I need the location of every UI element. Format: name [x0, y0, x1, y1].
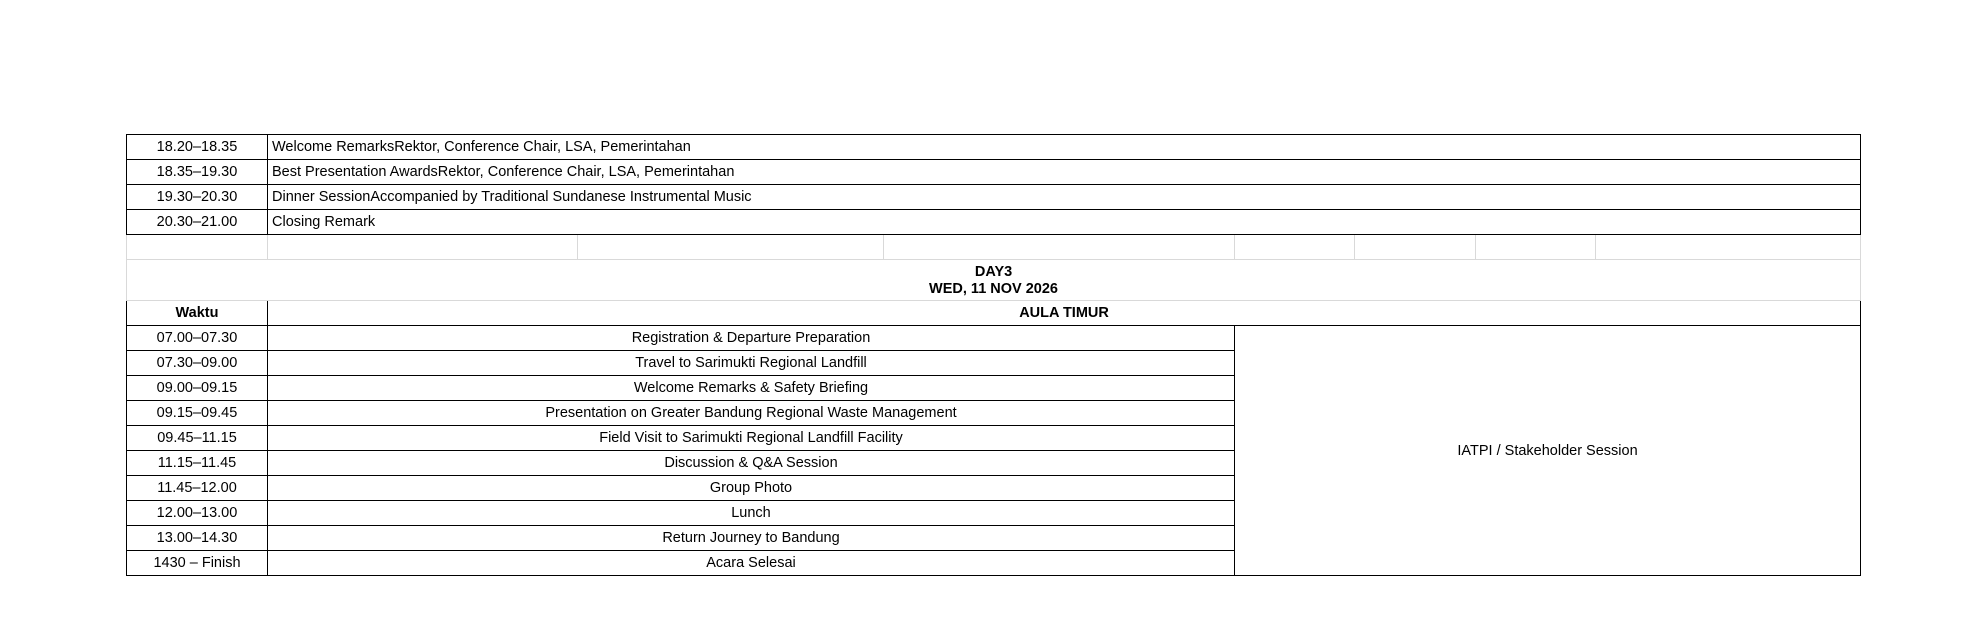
day-header-row	[127, 260, 1861, 301]
empty-cell	[1235, 235, 1355, 260]
time-cell: 11.45–12.00	[127, 476, 268, 501]
schedule-row	[127, 326, 1861, 351]
empty-row	[127, 235, 1861, 260]
time-cell: 18.20–18.35	[127, 135, 268, 160]
schedule-table	[126, 134, 1861, 576]
time-cell: 09.15–09.45	[127, 401, 268, 426]
activity-cell: Return Journey to Bandung	[268, 526, 1235, 551]
time-cell: 12.00–13.00	[127, 501, 268, 526]
empty-cell	[884, 235, 1235, 260]
time-cell: 19.30–20.30	[127, 185, 268, 210]
time-cell: 07.30–09.00	[127, 351, 268, 376]
evening-row	[127, 135, 1861, 160]
column-header-row	[127, 301, 1861, 326]
date-label: WED, 11 NOV 2026	[929, 281, 1058, 297]
time-cell: 09.45–11.15	[127, 426, 268, 451]
column-header-venue: AULA TIMUR	[268, 301, 1861, 326]
activity-cell: Discussion & Q&A Session	[268, 451, 1235, 476]
time-cell: 11.15–11.45	[127, 451, 268, 476]
activity-cell: Best Presentation AwardsRektor, Conference Chair, LSA, Pemerintahan	[268, 160, 1861, 185]
empty-cell	[1355, 235, 1476, 260]
activity-cell: Lunch	[268, 501, 1235, 526]
time-cell: 13.00–14.30	[127, 526, 268, 551]
activity-cell: Acara Selesai	[268, 551, 1235, 576]
activity-cell: Registration & Departure Preparation	[268, 326, 1235, 351]
activity-cell: Dinner SessionAccompanied by Traditional Sundanese Instrumental Music	[268, 185, 1861, 210]
empty-cell	[1596, 235, 1861, 260]
side-session-cell: IATPI / Stakeholder Session	[1235, 326, 1861, 576]
evening-row	[127, 160, 1861, 185]
evening-row	[127, 210, 1861, 235]
schedule-sheet	[126, 134, 1860, 576]
empty-cell	[127, 235, 268, 260]
activity-cell: Welcome Remarks & Safety Briefing	[268, 376, 1235, 401]
empty-cell	[578, 235, 884, 260]
activity-cell: Travel to Sarimukti Regional Landfill	[268, 351, 1235, 376]
evening-row	[127, 185, 1861, 210]
day-header	[127, 260, 1861, 301]
activity-cell: Presentation on Greater Bandung Regional Waste Management	[268, 401, 1235, 426]
activity-cell: Group Photo	[268, 476, 1235, 501]
time-cell: 09.00–09.15	[127, 376, 268, 401]
day-label: DAY3	[974, 264, 1013, 280]
time-cell: 20.30–21.00	[127, 210, 268, 235]
activity-cell: Welcome RemarksRektor, Conference Chair, LSA, Pemerintahan	[268, 135, 1861, 160]
time-cell: 18.35–19.30	[127, 160, 268, 185]
column-header-time: Waktu	[127, 301, 268, 326]
empty-cell	[1476, 235, 1596, 260]
activity-cell: Closing Remark	[268, 210, 1861, 235]
time-cell: 1430 – Finish	[127, 551, 268, 576]
activity-cell: Field Visit to Sarimukti Regional Landfill Facility	[268, 426, 1235, 451]
time-cell: 07.00–07.30	[127, 326, 268, 351]
empty-cell	[268, 235, 578, 260]
